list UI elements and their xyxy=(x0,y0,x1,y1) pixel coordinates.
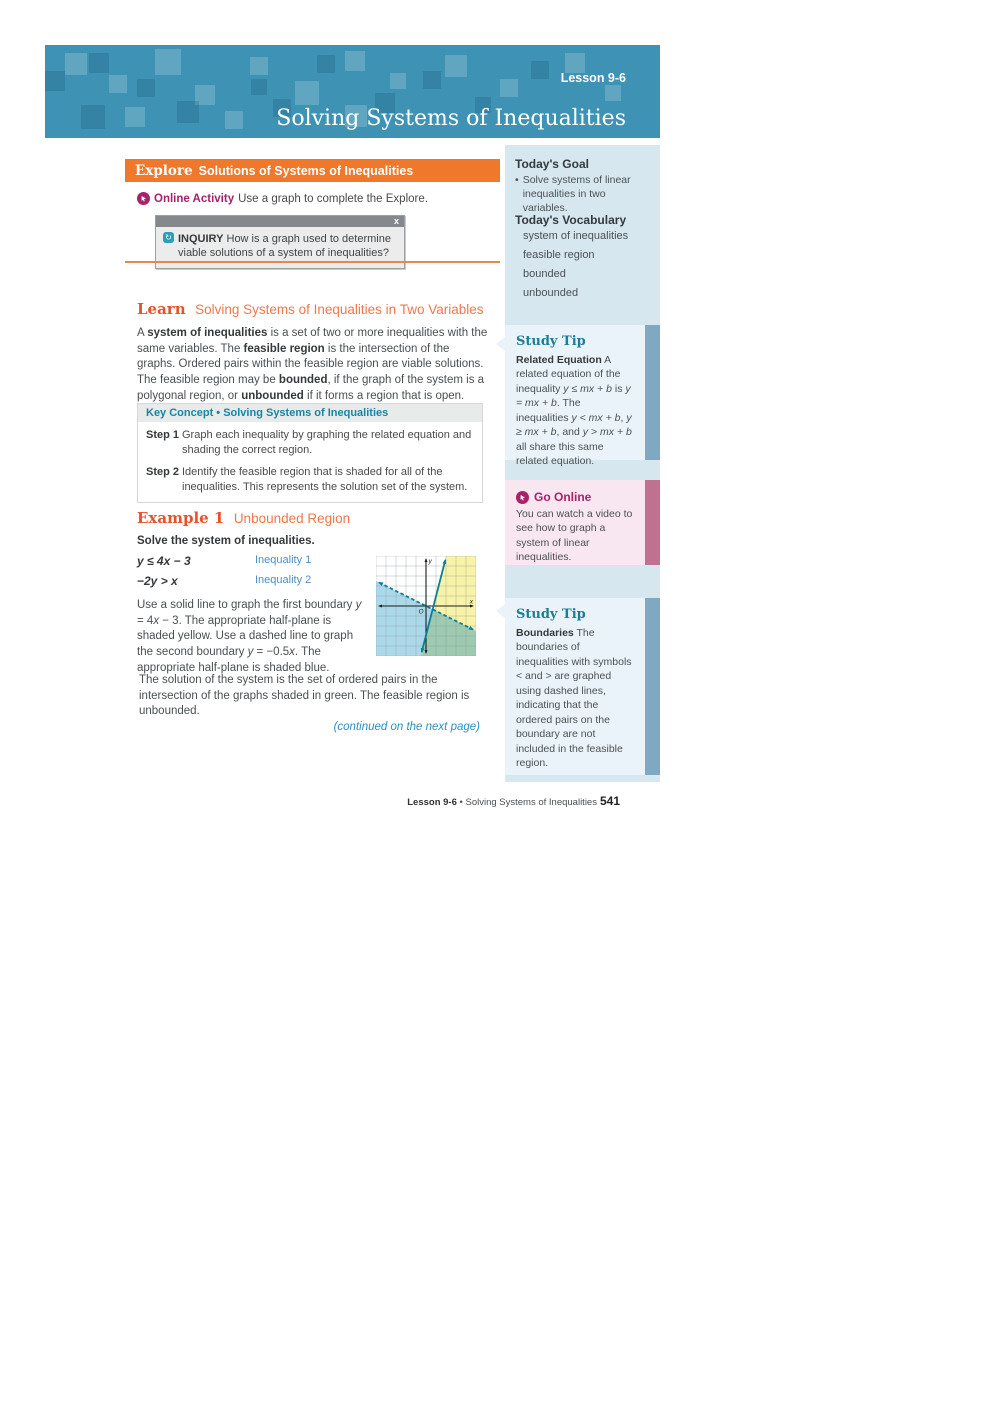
header-banner xyxy=(45,45,660,138)
learn-label: Learn xyxy=(137,300,186,318)
go-online-title: Go Online xyxy=(534,490,592,504)
example-section-header xyxy=(137,509,477,528)
vocab-item: unbounded xyxy=(523,287,579,299)
vocab-item: bounded xyxy=(523,268,566,280)
bullet: • xyxy=(515,174,519,186)
online-activity-row xyxy=(137,192,497,205)
inequality-row xyxy=(137,574,377,588)
inquiry-popup-titlebar xyxy=(156,216,404,227)
footer-page-number: 541 xyxy=(599,794,620,808)
step-text: Graph each inequality by graphing the related equation and shading the correct region. xyxy=(182,429,472,456)
study-tip-title: Study Tip xyxy=(516,607,586,622)
footer-lesson: Lesson 9-6 xyxy=(407,797,457,808)
footer-title: • Solving Systems of Inequalities xyxy=(456,797,597,808)
explore-section-header xyxy=(125,159,500,182)
inequality-row xyxy=(137,554,377,568)
x-axis-label: x xyxy=(469,598,473,606)
todays-vocabulary xyxy=(515,213,655,306)
go-online-box xyxy=(505,480,660,565)
example-label: Example 1 xyxy=(137,509,225,527)
accent-strip xyxy=(645,480,660,565)
accent-strip xyxy=(645,325,660,460)
page-title: Solving Systems of Inequalities xyxy=(276,106,626,131)
inequality-tag: Inequality 1 xyxy=(255,554,312,566)
study-tip-body: Boundaries The boundaries of inequalities with symbols < and > are graphed using dashed lines, indicating that the ordered pairs on the boundary are not included in the feasible region. xyxy=(516,627,632,770)
step-text: Identify the feasible region that is shaded for all of the inequalities. This represents the solution set of the system. xyxy=(182,466,468,493)
go-online-icon xyxy=(516,491,529,504)
step-label: Step 1 xyxy=(146,429,180,441)
example-instruction: Solve the system of inequalities. xyxy=(137,535,315,547)
vocab-item: feasible region xyxy=(523,249,595,261)
inequality-expression: −2y > x xyxy=(137,574,178,588)
key-concept-title: Key Concept • Solving Systems of Inequalities xyxy=(138,404,482,422)
close-icon[interactable]: x xyxy=(393,216,399,226)
key-concept-step xyxy=(146,465,474,494)
accent-strip xyxy=(645,598,660,775)
todays-goal-item xyxy=(515,174,650,216)
step-label: Step 2 xyxy=(146,466,180,479)
explore-label: Explore xyxy=(135,162,193,179)
study-tip-body: Related Equation A related equation of the inequality y ≤ mx + b is y = mx + b. The inequalities y < mx + b, y ≥ mx + b, and y > mx + b all share this same related equation. xyxy=(516,354,632,468)
learn-section-header xyxy=(137,300,507,319)
study-tip-box-1 xyxy=(505,325,660,468)
origin-label: O xyxy=(418,608,424,616)
todays-goal xyxy=(515,157,650,216)
key-concept-box xyxy=(137,403,483,503)
y-axis-label: y xyxy=(428,558,432,565)
inquiry-icon: ↻ xyxy=(163,232,174,243)
inequality-graph xyxy=(376,556,476,656)
vocab-item: system of inequalities xyxy=(523,230,629,242)
explore-title: Solutions of Systems of Inequalities xyxy=(198,163,414,178)
online-activity-icon xyxy=(137,192,150,205)
lesson-number: Lesson 9-6 xyxy=(560,71,626,85)
continued-note: (continued on the next page) xyxy=(333,721,480,733)
callout-tail xyxy=(496,337,505,351)
key-concept-body xyxy=(138,422,482,502)
key-concept-step xyxy=(146,428,474,457)
inequality-expression: y ≤ 4x − 3 xyxy=(137,554,191,568)
section-divider xyxy=(125,261,500,263)
go-online-body: You can watch a video to see how to graph a system of linear inequalities. xyxy=(516,508,633,564)
callout-tail xyxy=(496,604,505,618)
online-activity-label: Online Activity xyxy=(154,192,235,205)
todays-vocabulary-title: Today's Vocabulary xyxy=(515,213,627,227)
todays-goal-title: Today's Goal xyxy=(515,157,589,171)
learn-paragraph: A system of inequalities is a set of two or more inequalities with the same variables. The feasible region is the intersection of the graphs. Ordered pairs within the feasible region are viable solutions. The feasible region may be bounded, if the graph of the system is a polygonal region, or unbounded if it forms a region that is open. xyxy=(137,327,488,402)
sidebar xyxy=(505,145,660,782)
online-activity-text: Use a graph to complete the Explore. xyxy=(238,192,428,205)
learn-title: Solving Systems of Inequalities in Two Variables xyxy=(195,302,484,317)
example-body-2: The solution of the system is the set of ordered pairs in the intersection of the graphs shaded in green. The feasible region is unbounded. xyxy=(139,674,470,718)
example-title: Unbounded Region xyxy=(233,511,351,526)
goal-text: Solve systems of linear inequalities in two variables. xyxy=(522,174,631,214)
inquiry-text: INQUIRY How is a graph used to determine viable solutions of a system of inequalities? xyxy=(178,233,391,260)
study-tip-title: Study Tip xyxy=(516,334,586,349)
inequality-tag: Inequality 2 xyxy=(255,574,312,586)
study-tip-box-2 xyxy=(505,598,660,775)
example-body-1: Use a solid line to graph the first boundary y = 4x − 3. The appropriate half-plane is shaded yellow. Use a dashed line to graph the second boundary y = −0.5x. The appropriate half-plane is shaded blue. xyxy=(137,599,362,674)
page-footer xyxy=(250,794,620,808)
